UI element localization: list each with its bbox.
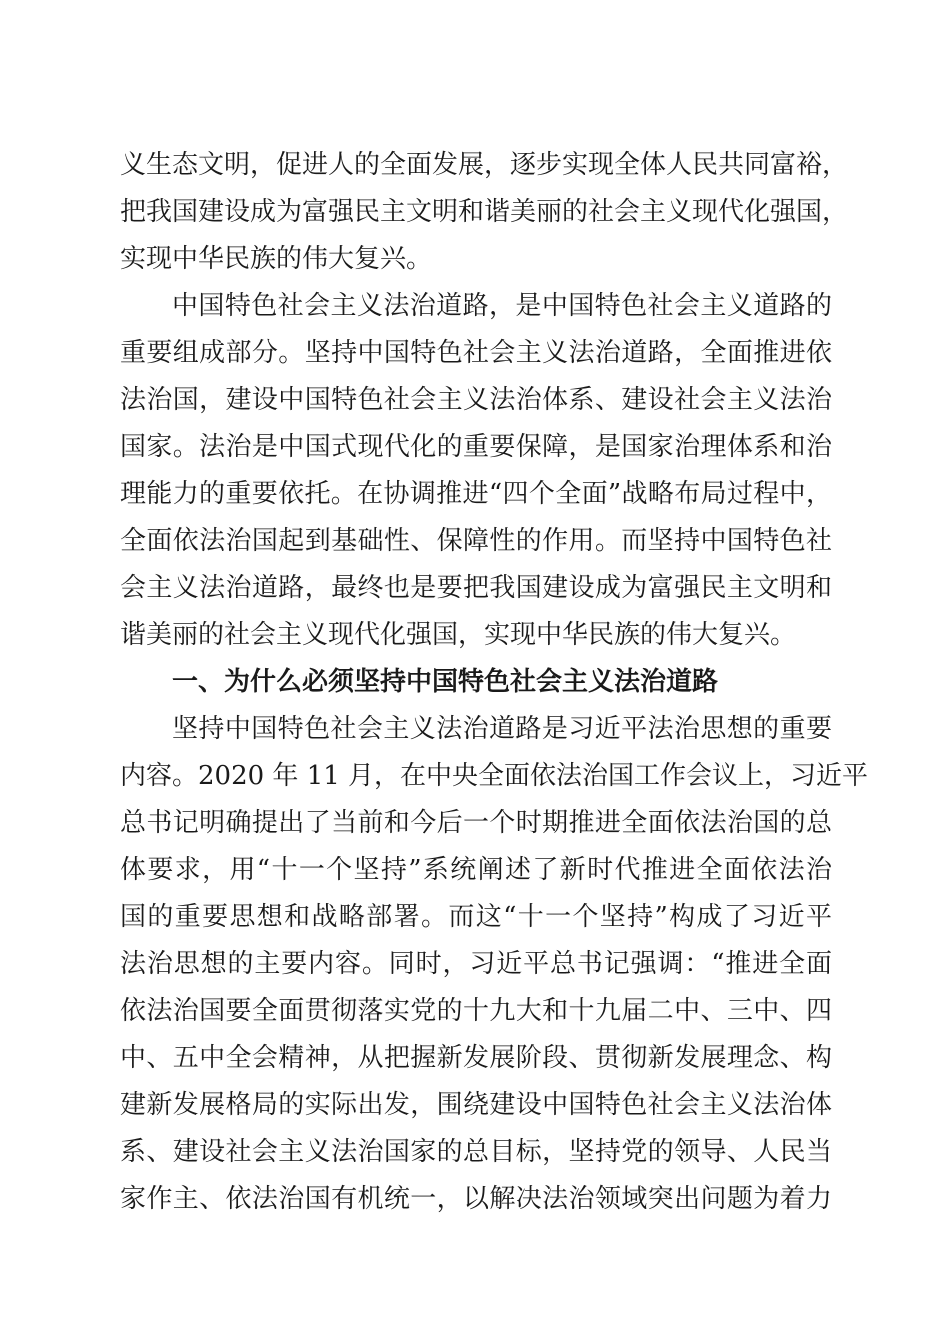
paragraph-2-line-1: 中国特色社会主义法治道路，是中国特色社会主义道路的: [172, 291, 832, 321]
paragraph-2-line-3: 法治国，建设中国特色社会主义法治体系、建设社会主义法治: [120, 385, 832, 415]
paragraph-2-line-2: 重要组成部分。坚持中国特色社会主义法治道路，全面推进依: [120, 338, 832, 368]
paragraph-2-line-4: 国家。法治是中国式现代化的重要保障，是国家治理体系和治: [120, 432, 832, 462]
paragraph-3-line-4: 体要求，用“十一个坚持”系统阐述了新时代推进全面依法治: [120, 855, 832, 885]
text-line-1: 义生态文明，促进人的全面发展，逐步实现全体人民共同富裕，: [120, 150, 849, 180]
paragraph-3-line-2: 内容。2020 年 11 月，在中央全面依法治国工作会议上，习近平: [120, 761, 869, 791]
paragraph-3-line-8: 中、五中全会精神，从把握新发展阶段、贯彻新发展理念、构: [120, 1043, 832, 1073]
paragraph-2-line-6: 全面依法治国起到基础性、保障性的作用。而坚持中国特色社: [120, 526, 832, 556]
paragraph-3-line-5: 国的重要思想和战略部署。而这“十一个坚持”构成了习近平: [120, 902, 832, 932]
section-heading: 一、为什么必须坚持中国特色社会主义法治道路: [172, 667, 719, 697]
paragraph-2-line-8: 谐美丽的社会主义现代化强国，实现中华民族的伟大复兴。: [120, 620, 797, 650]
paragraph-3-line-11: 家作主、依法治国有机统一，以解决法治领域突出问题为着力: [120, 1184, 832, 1214]
paragraph-3-line-6: 法治思想的主要内容。同时，习近平总书记强调：“推进全面: [120, 949, 832, 979]
paragraph-3-line-7: 依法治国要全面贯彻落实党的十九大和十九届二中、三中、四: [120, 996, 832, 1026]
paragraph-3-line-1: 坚持中国特色社会主义法治道路是习近平法治思想的重要: [172, 714, 832, 744]
paragraph-2-line-7: 会主义法治道路，最终也是要把我国建设成为富强民主文明和: [120, 573, 832, 603]
paragraph-2-line-5: 理能力的重要依托。在协调推进“四个全面”战略布局过程中，: [120, 479, 832, 509]
text-line-2: 把我国建设成为富强民主文明和谐美丽的社会主义现代化强国，: [120, 197, 849, 227]
paragraph-3-line-9: 建新发展格局的实际出发，围绕建设中国特色社会主义法治体: [120, 1090, 832, 1120]
text-line-3: 实现中华民族的伟大复兴。: [120, 244, 433, 274]
paragraph-3-line-10: 系、建设社会主义法治国家的总目标，坚持党的领导、人民当: [120, 1137, 832, 1167]
paragraph-3-line-3: 总书记明确提出了当前和今后一个时期推进全面依法治国的总: [120, 808, 832, 838]
